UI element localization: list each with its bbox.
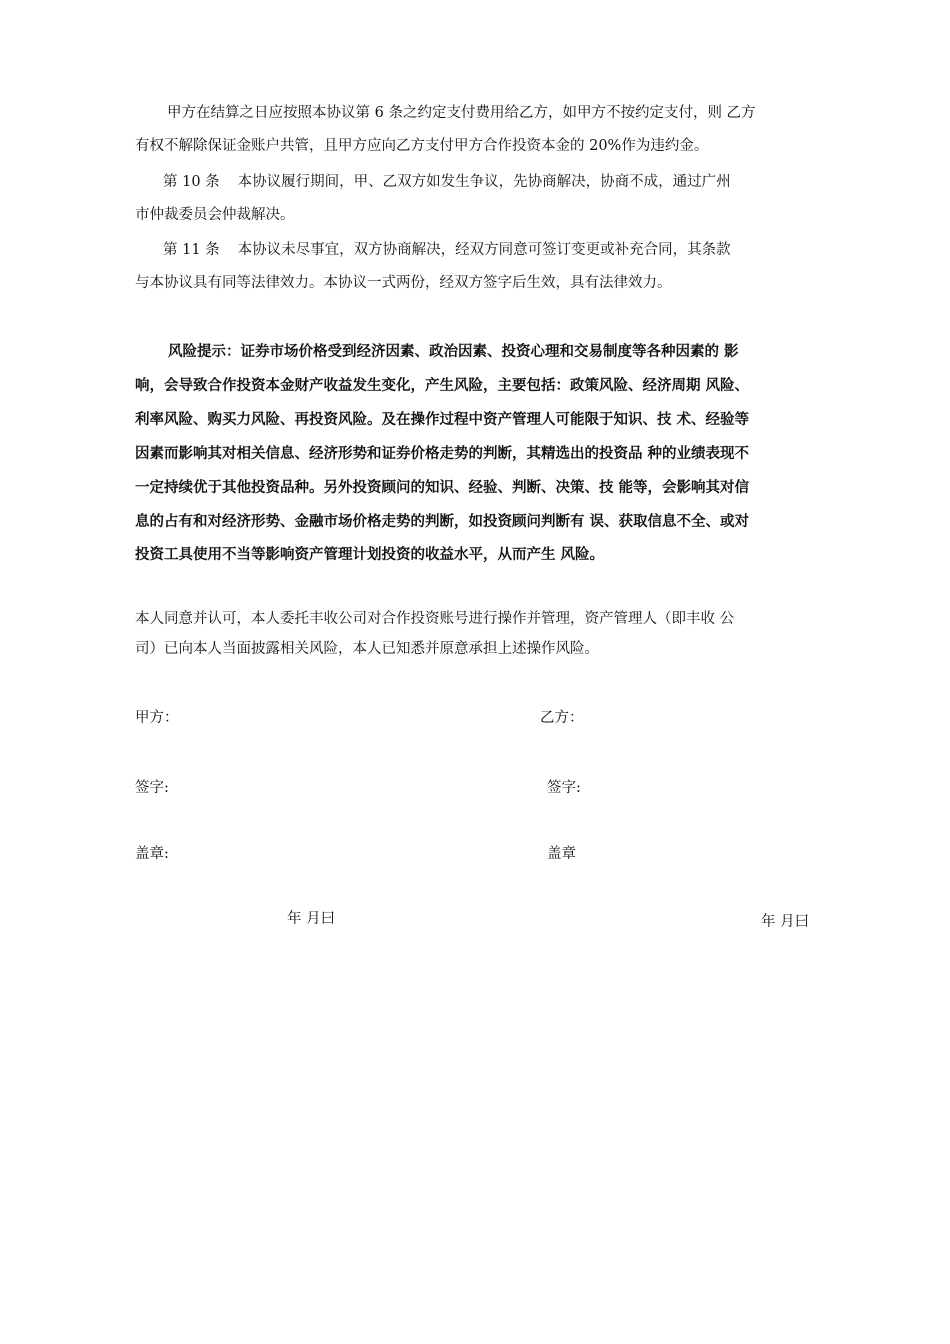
risk-line-5: 一定持续优于其他投资品种。另外投资顾问的知识、经验、判断、决策、技 能等，会影响其对信 xyxy=(135,480,750,496)
date-a: 年 月曰 xyxy=(287,911,336,927)
date-b: 年 月曰 xyxy=(761,914,810,930)
sign-b-label: 签字: xyxy=(547,780,581,796)
clause-p1-line1: 甲方在结算之日应按照本协议第 6 条之约定支付费用给乙方，如甲方不按约定支付，则 乙方 xyxy=(167,105,756,121)
risk-line-4: 因素而影响其对相关信息、经济形势和证券价格走势的判断，其精选出的投资品 种的业绩表现不 xyxy=(135,446,750,462)
seal-a-label: 盖章: xyxy=(135,846,169,862)
article-11-label: 第 11 条 xyxy=(163,242,220,258)
party-b-label: 乙方： xyxy=(540,710,584,726)
risk-line-3: 利率风险、购买力风险、再投资风险。及在操作过程中资产管理人可能限于知识、技 术、经验等 xyxy=(135,412,750,428)
article-10-label: 第 10 条 xyxy=(163,174,220,190)
sign-a-label: 签字: xyxy=(135,780,169,796)
consent-line-2: 司）已向本人当面披露相关风险，本人已知悉并原意承担上述操作风险。 xyxy=(135,641,599,657)
risk-line-7: 投资工具使用不当等影响资产管理计划投资的收益水平，从而产生 风险。 xyxy=(135,547,605,563)
seal-b-label: 盖章 xyxy=(547,846,576,862)
article-10-text: 本协议履行期间，甲、乙双方如发生争议，先协商解决，协商不成，通过广州 xyxy=(237,174,731,190)
clause-p1-line2: 有权不解除保证金账户共管，且甲方应向乙方支付甲方合作投资本金的 20%作为违约金。 xyxy=(135,138,709,154)
article-10-line2: 市仲裁委员会仲裁解决。 xyxy=(135,207,295,223)
article-10 xyxy=(163,172,731,192)
risk-line-1: 风险提示：证券市场价格受到经济因素、政治因素、投资心理和交易制度等各种因素的 影 xyxy=(168,344,739,360)
article-11 xyxy=(163,240,731,260)
article-11-text: 本协议未尽事宜，双方协商解决，经双方同意可签订变更或补充合同，其条款 xyxy=(237,242,731,258)
risk-line-6: 息的占有和对经济形势、金融市场价格走势的判断，如投资顾问判断有 误、获取信息不全、或对 xyxy=(135,514,750,530)
consent-line-1: 本人同意并认可，本人委托丰收公司对合作投资账号进行操作并管理，资产管理人（即丰收 公 xyxy=(135,611,735,627)
party-a-label: 甲方： xyxy=(135,710,179,726)
risk-line-2: 响，会导致合作投资本金财产收益发生变化，产生风险，主要包括：政策风险、经济周期 风险、 xyxy=(135,378,750,394)
article-11-line2: 与本协议具有同等法律效力。本协议一式两份，经双方签字后生效，具有法律效力。 xyxy=(135,275,672,291)
